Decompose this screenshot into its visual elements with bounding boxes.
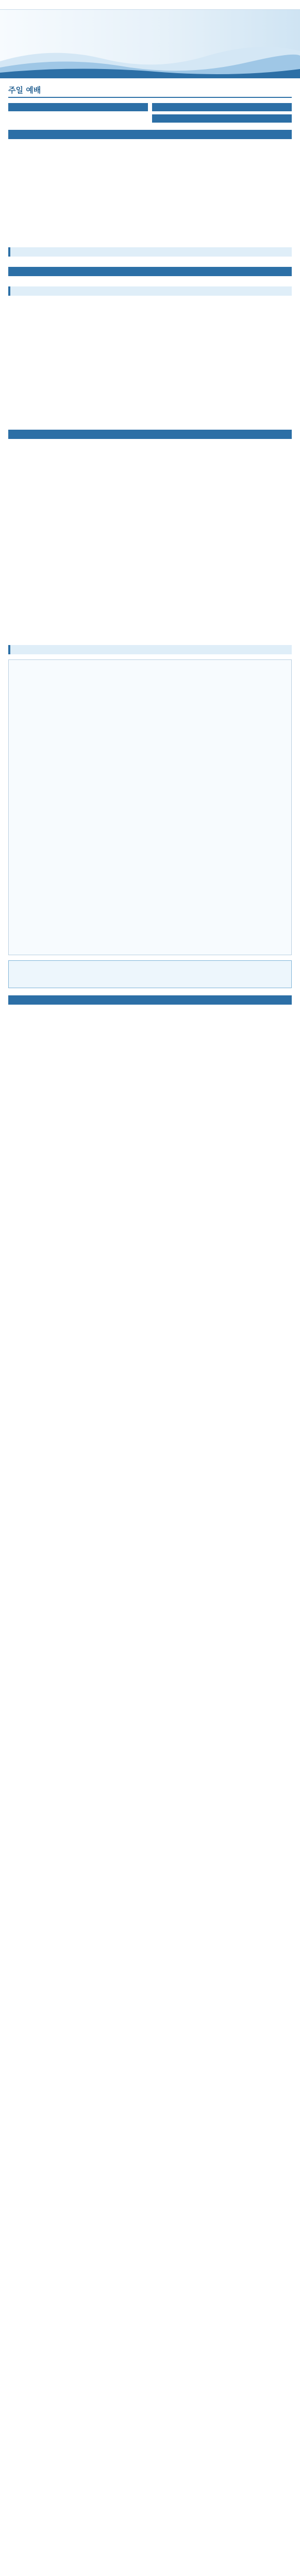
sermon-essay (8, 1009, 292, 1782)
schedule-title (8, 286, 292, 296)
wave-decoration (0, 41, 300, 77)
praise-section (8, 267, 292, 276)
worship-heading: 주일 예배 (8, 86, 41, 95)
bible-text-block (8, 442, 292, 638)
bible-section (8, 430, 292, 439)
notice-section (8, 645, 292, 654)
left-panel-title (8, 103, 148, 111)
praise-title (8, 267, 292, 276)
sermon-section (8, 995, 292, 1005)
bible-title (8, 430, 292, 439)
prayer-section (8, 130, 292, 139)
schedule-text-block (8, 299, 292, 422)
prayer-title (8, 130, 292, 139)
left-panel (8, 103, 148, 123)
right-panel2-title (152, 114, 292, 123)
notice-box (8, 659, 292, 955)
news-title (8, 247, 292, 257)
callout-box (8, 960, 292, 988)
schedule-section (8, 286, 292, 296)
news-section (8, 247, 292, 257)
top-bar (0, 0, 300, 10)
sermon-title (8, 995, 292, 1005)
prayer-text-block (8, 142, 292, 230)
notice-title (8, 645, 292, 654)
header-banner (0, 10, 300, 78)
info-panels (8, 103, 292, 123)
worship-title (8, 84, 292, 98)
right-panel (152, 103, 292, 123)
right-panel-title (152, 103, 292, 111)
